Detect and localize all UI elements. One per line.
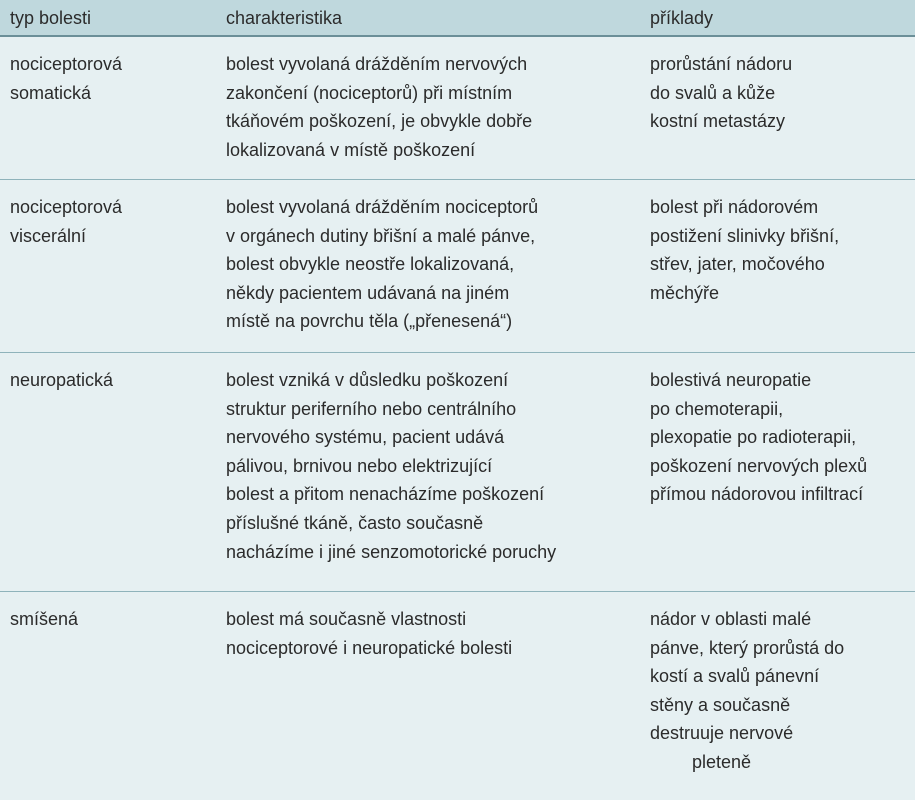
table-row xyxy=(0,353,915,592)
pain-type-line: smíšená xyxy=(10,609,79,629)
pain-type-line: nociceptorová xyxy=(10,54,123,74)
characteristics-cell xyxy=(226,193,538,336)
characteristics-line: tkáňovém poškození, je obvykle dobře xyxy=(226,111,533,132)
examples-cell xyxy=(650,193,839,307)
header-characteristics: charakteristika xyxy=(226,8,343,28)
pain-type-cell xyxy=(10,193,122,250)
examples-line: plexopatie po radioterapii, xyxy=(650,427,857,448)
examples-line: do svalů a kůže xyxy=(650,82,776,103)
characteristics-line: nervového systému, pacient udává xyxy=(226,427,505,448)
examples-line: bolest při nádorovém xyxy=(650,197,819,217)
characteristics-line: bolest obvykle neostře lokalizovaná, xyxy=(226,254,515,275)
table-header xyxy=(0,0,915,37)
examples-line: prorůstání nádoru xyxy=(650,54,793,74)
pain-type-line: somatická xyxy=(10,82,92,103)
characteristics-line: někdy pacientem udávaná na jiném xyxy=(226,282,510,303)
characteristics-cell xyxy=(226,366,556,566)
characteristics-line: bolest vyvolaná drážděním nervových xyxy=(226,54,528,74)
pain-type-cell xyxy=(10,605,78,634)
examples-line: poškození nervových plexů xyxy=(650,455,868,476)
examples-line: pleteně xyxy=(692,751,752,772)
examples-cell xyxy=(650,605,844,777)
characteristics-cell xyxy=(226,605,512,662)
examples-line: kostí a svalů pánevní xyxy=(650,666,820,687)
characteristics-line: zakončení (nociceptorů) při místním xyxy=(226,82,513,103)
pain-type-line: nociceptorová xyxy=(10,197,123,217)
characteristics-line: bolest a přitom nenacházíme poškození xyxy=(226,484,545,505)
examples-line: postižení slinivky břišní, xyxy=(650,225,840,246)
examples-cell xyxy=(650,366,867,509)
examples-line: střev, jater, močového xyxy=(650,254,825,275)
pain-type-cell xyxy=(10,366,113,395)
table-row xyxy=(0,37,915,180)
pain-type-line: viscerální xyxy=(10,225,87,246)
characteristics-line: pálivou, brnivou nebo elektrizující xyxy=(226,455,493,476)
examples-line: měchýře xyxy=(650,282,720,303)
characteristics-line: nacházíme i jiné senzomotorické poruchy xyxy=(226,541,557,562)
characteristics-line: nociceptorové i neuropatické bolesti xyxy=(226,637,513,658)
characteristics-line: struktur periferního nebo centrálního xyxy=(226,398,517,419)
header-pain-type: typ bolesti xyxy=(10,8,92,28)
characteristics-line: bolest vyvolaná drážděním nociceptorů xyxy=(226,197,539,217)
examples-line: bolestivá neuropatie xyxy=(650,370,812,390)
examples-line: pánve, který prorůstá do xyxy=(650,637,845,658)
characteristics-cell xyxy=(226,50,532,164)
characteristics-line: bolest vzniká v důsledku poškození xyxy=(226,370,509,390)
pain-type-line: neuropatická xyxy=(10,370,114,390)
examples-cell xyxy=(650,50,792,136)
examples-line: po chemoterapii, xyxy=(650,398,784,419)
pain-type-cell xyxy=(10,50,122,107)
characteristics-line: bolest má současně vlastnosti xyxy=(226,609,467,629)
examples-line: destruuje nervové xyxy=(650,723,794,744)
examples-line: kostní metastázy xyxy=(650,111,786,132)
characteristics-line: místě na povrchu těla („přenesená“) xyxy=(226,311,513,332)
characteristics-line: lokalizovaná v místě poškození xyxy=(226,139,476,160)
table-row xyxy=(0,180,915,353)
table-row xyxy=(0,592,915,800)
examples-line: stěny a současně xyxy=(650,694,791,715)
characteristics-line: příslušné tkáně, často současně xyxy=(226,512,484,533)
header-examples: příklady xyxy=(650,8,714,28)
examples-line: přímou nádorovou infiltrací xyxy=(650,484,864,505)
examples-line: nádor v oblasti malé xyxy=(650,609,812,629)
characteristics-line: v orgánech dutiny břišní a malé pánve, xyxy=(226,225,536,246)
